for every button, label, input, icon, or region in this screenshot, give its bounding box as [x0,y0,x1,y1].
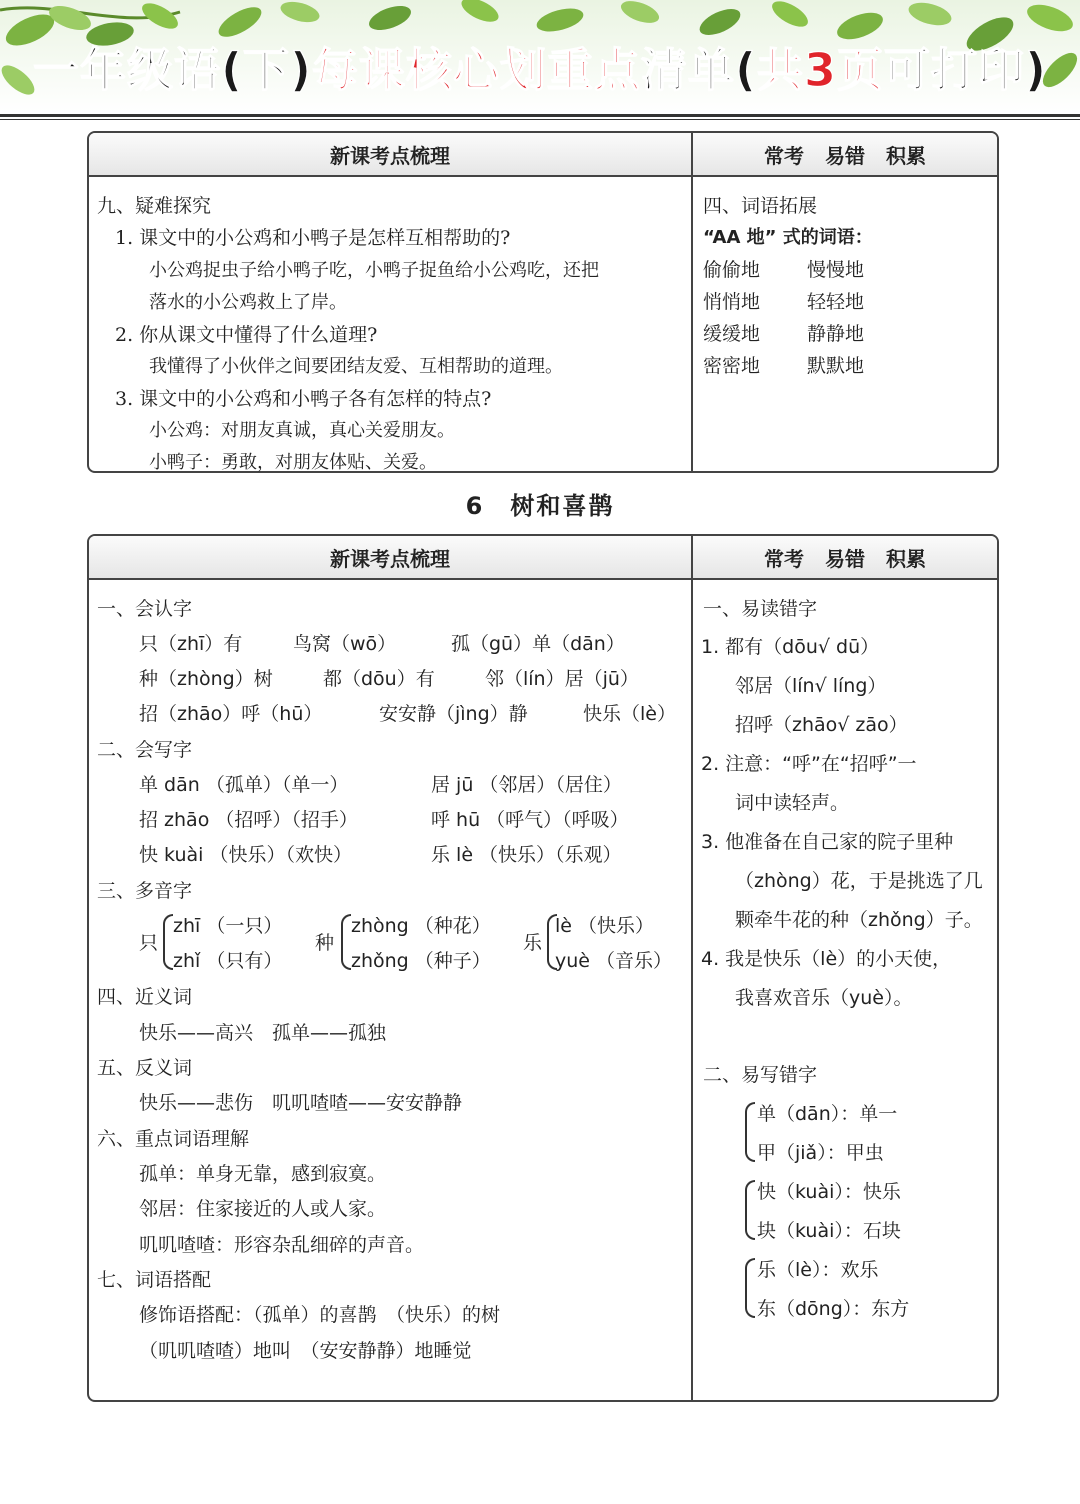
brace [745,1102,755,1162]
answer: 小公鸡捉虫子给小鸭子吃，小鸭子捉鱼给小公鸡吃，还把 [149,260,599,281]
section-title: 七、词语搭配 [97,1269,212,1291]
write-item: 单 dān （孤单）（单一） [139,774,349,796]
answer: 落水的小公鸡救上了岸。 [149,292,347,313]
right-section-title: 二、易写错字 [703,1064,818,1086]
brace [341,914,351,970]
section-title: 五、反义词 [97,1057,193,1079]
header-left: 新课考点梳理 [89,133,693,177]
poly-char: 乐 [523,932,543,954]
write-item: 招 zhāo （招呼）（招手） [139,809,358,831]
section-title: 三、多音字 [97,880,193,902]
word: 轻轻地 [807,291,865,313]
write-item: 乐 lè （快乐）（乐观） [431,844,622,866]
right-section-title: 一、易读错字 [703,598,818,620]
char-item: 安安静（jìng）静 [379,703,528,725]
right-line: 邻居（lín√ líng） [735,675,887,697]
pair-item: 块（kuài）：石块 [757,1220,901,1242]
word: 慢慢地 [807,259,865,281]
pair-item: 甲（jiǎ）：甲虫 [757,1142,884,1164]
answer: 小鸭子：勇敢，对朋友体贴、关爱。 [149,452,437,473]
definition: 叽叽喳喳：形容杂乱细碎的声音。 [139,1234,425,1256]
section-title: 一、会认字 [97,598,193,620]
pair-item: 快（kuài）：快乐 [757,1181,901,1203]
synonyms: 快乐——高兴 孤单——孤独 [139,1022,387,1044]
poly-reading: yuè （音乐） [555,950,673,972]
write-item: 快 kuài （快乐）（欢快） [139,844,352,866]
char-item: 种（zhòng）树 [139,668,273,690]
right-subtitle: “AA 地” 式的词语： [703,227,873,248]
brace [163,914,173,970]
poly-char: 只 [139,932,159,954]
right-line: 颗牵牛花的种（zhǒng）子。 [735,909,983,931]
char-item: 都（dōu）有 [323,668,435,690]
poly-char: 种 [315,932,335,954]
char-item: 孤（gū）单（dān） [451,633,625,655]
answer: 小公鸡：对朋友真诚，真心关爱朋友。 [149,420,455,441]
definition: 孤单：单身无靠，感到寂寞。 [139,1163,387,1185]
right-line: 3. 他准备在自己家的院子里种 [701,831,954,853]
word: 缓缓地 [703,323,761,345]
answer: 我懂得了小伙伴之间要团结友爱、互相帮助的道理。 [149,356,563,377]
top-table [87,131,999,473]
title-banner [0,0,1080,112]
section-title: 二、会写字 [97,739,193,761]
divider [0,114,1080,117]
right-line: 招呼（zhāo√ zāo） [735,714,908,736]
lesson-heading [0,486,1080,521]
word: 密密地 [703,355,761,377]
char-item: 招（zhāo）呼（hū） [139,703,323,725]
pair-item: 乐（lè）：欢乐 [757,1259,879,1281]
poly-reading: zhǒng （种子） [351,950,491,972]
right-section-title: 四、词语拓展 [703,195,818,217]
poly-reading: lè （快乐） [555,915,655,937]
header-left: 新课考点梳理 [89,536,693,580]
right-line: 4. 我是快乐（lè）的小天使， [701,948,952,970]
column-divider [691,177,693,471]
section-title: 六、重点词语理解 [97,1128,250,1150]
section-title: 四、近义词 [97,986,193,1008]
header-right: 常考 易错 积累 [693,536,997,580]
collocation: 修饰语搭配：（孤单）的喜鹊 （快乐）的树 [139,1304,501,1326]
poly-reading: zhǐ （只有） [173,950,283,972]
divider [0,119,1080,120]
right-line: 1. 都有（dōu√ dū） [701,636,880,658]
right-line: 2. 注意：“呼”在“招呼”一 [701,753,917,775]
title-part: 每课核心划重点 [311,43,641,97]
write-item: 居 jū （邻居）（居住） [431,774,622,796]
char-item: 只（zhī）有 [139,633,243,655]
right-line: （zhòng）花，于是挑选了几 [735,870,983,892]
pair-item: 东（dōng）：东方 [757,1298,910,1320]
question: 2. 你从课文中懂得了什么道理? [115,324,378,346]
right-line: 我喜欢音乐（yuè）。 [735,987,913,1009]
header-right: 常考 易错 积累 [693,133,997,177]
title-part: 可打印) [884,43,1048,97]
poly-reading: zhòng （种花） [351,915,491,937]
word: 偷偷地 [703,259,761,281]
definition: 邻居：住家接近的人或人家。 [139,1198,387,1220]
write-item: 呼 hū （呼气）（呼吸） [431,809,629,831]
word: 静静地 [807,323,865,345]
column-divider [691,580,693,1400]
right-line: 词中读轻声。 [735,792,850,814]
lesson-number: 6 [465,492,485,520]
pair-item: 单（dān）：单一 [757,1103,898,1125]
title-part: 共3页 [757,43,885,97]
title-part: 一年级语(下) [32,43,312,97]
page-title [0,34,1080,100]
char-item: 快乐（lè） [583,703,676,725]
section-title: 九、疑难探究 [97,195,212,217]
title-part: 清单( [640,43,758,97]
antonyms: 快乐——悲伤 叽叽喳喳——安安静静 [139,1092,463,1114]
word: 悄悄地 [703,291,761,313]
brace [745,1258,755,1318]
char-item: 邻（lín）居（jū） [485,668,639,690]
word: 默默地 [807,355,865,377]
poly-reading: zhī （一只） [173,915,283,937]
brace [745,1180,755,1240]
collocation: （叽叽喳喳）地叫 （安安静静）地睡觉 [139,1340,472,1362]
question: 1. 课文中的小公鸡和小鸭子是怎样互相帮助的? [115,227,511,249]
question: 3. 课文中的小公鸡和小鸭子各有怎样的特点? [115,388,492,410]
char-item: 鸟窝（wō） [293,633,397,655]
lesson-title: 树和喜鹊 [510,492,615,520]
bottom-table [87,534,999,1402]
